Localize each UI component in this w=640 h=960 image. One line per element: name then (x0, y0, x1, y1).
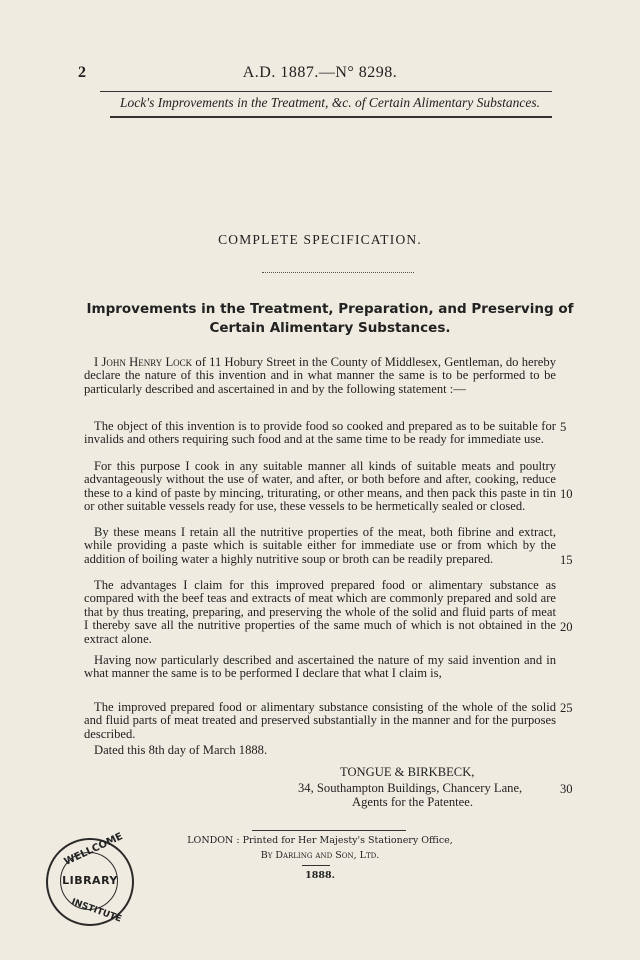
title-line-1: Improvements in the Treatment, Preparation, and Preserving of (86, 301, 574, 317)
line-number-5: 5 (560, 420, 567, 434)
p1-pre: I (94, 355, 102, 369)
stamp-bottom-text: INSTITUTE (69, 897, 123, 925)
running-title: Lock's Improvements in the Treatment, &c. of Certain Alimentary Substances. (119, 95, 541, 110)
page-number: 2 (78, 64, 86, 81)
line-number-10: 10 (560, 487, 573, 501)
imprint-line-2: By Darling and Son, Ltd. (260, 850, 380, 861)
agent-firm: TONGUE & BIRKBECK, (340, 765, 475, 779)
paragraph-1 (84, 356, 556, 396)
p1-rest: of 11 Hobury Street in the County of Middlesex, Gentleman, do hereby declare the nature of this invention and in what manner the same is to be performed to be particularly described and ascertained in and by the following statement :— (84, 355, 556, 396)
imprint-rule (252, 830, 406, 831)
paragraph-4: By these means I retain all the nutritive properties of the meat, both fibrine and extract, while providing a paste which is suitable either for immediate use or from which by the addition of boiling water a highly nutritive soup or broth can be readily prepared. (84, 525, 556, 566)
dated-line: Dated this 8th day of March 1888. (94, 743, 268, 757)
paragraph-7: The improved prepared food or alimentary substance consisting of the whole of the solid and fluid parts of meat treated and preserved substantially in the manner and for the purposes described. (84, 700, 556, 741)
document-header: A.D. 1887.—N° 8298. (242, 64, 398, 81)
specification-title (60, 300, 600, 338)
line-number-20: 20 (560, 620, 573, 634)
imprint-short-rule (302, 865, 330, 866)
header-rule-bottom (110, 116, 552, 118)
line-number-25: 25 (560, 701, 573, 715)
section-divider (262, 272, 414, 273)
paragraph-5: The advantages I claim for this improved prepared food or alimentary substance as compared with the beef teas and extracts of meat which are commonly prepared and sold are that by thus treating, preparing, and preserving the whole of the solid and fluid parts of meat I thereby save all the nutritive properties of the same much of which is not obtained in the extract alone. (84, 578, 556, 646)
imprint-year: 1888. (305, 870, 335, 881)
library-stamp (46, 831, 134, 926)
imprint-line-1: LONDON : Printed for Her Majesty's Stationery Office, (187, 835, 453, 846)
stamp-top-text: WELLCOME (62, 831, 125, 868)
title-line-2: Certain Alimentary Substances. (209, 320, 451, 336)
line-number-30: 30 (560, 782, 573, 796)
agent-address: 34, Southampton Buildings, Chancery Lane, (298, 781, 523, 795)
header-rule-top (100, 91, 552, 92)
section-heading: COMPLETE SPECIFICATION. (218, 232, 422, 247)
paragraph-6: Having now particularly described and ascertained the nature of my said invention and in what manner the same is to be performed I declare that what I claim is, (84, 653, 556, 681)
line-number-15: 15 (560, 553, 573, 567)
agent-role: Agents for the Patentee. (352, 795, 473, 809)
inventor-name: John Henry Lock (101, 355, 193, 369)
paragraph-2: The object of this invention is to provide food so cooked and prepared as to be suitable for invalids and others requiring such food and at the same time to be ready for immediate use. (84, 419, 556, 447)
paragraph-3: For this purpose I cook in any suitable manner all kinds of suitable meats and poultry advantageously without the use of water, and after, or both before and after, cooking, reduce these to a kind of paste by mincing, triturating, or other means, and then pack this paste in tin or other suitable vessels ready for use, these vessels to be hermetically sealed or closed. (84, 459, 556, 514)
stamp-center-text: LIBRARY (62, 874, 118, 887)
